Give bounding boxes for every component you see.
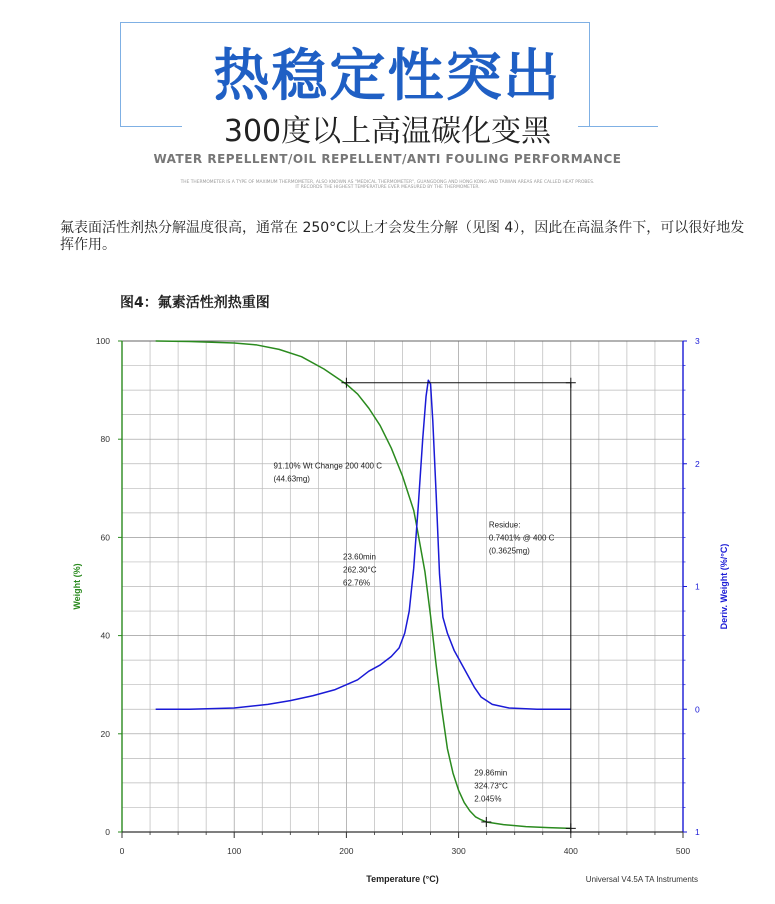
y-tick-label: 20 <box>100 728 110 739</box>
annotation-point-1: 262.30°C <box>343 565 377 575</box>
y2-tick-label: 2 <box>695 458 700 469</box>
y-tick-label: 100 <box>95 336 110 346</box>
y-tick-label: 40 <box>100 630 110 641</box>
annotation-point-2: 29.86min <box>474 768 508 778</box>
y-tick-label: 80 <box>100 434 110 445</box>
x-tick-label: 300 <box>451 846 466 856</box>
hero-title: 热稳定性突出 <box>213 44 562 109</box>
y2-tick-label: 1 <box>695 581 700 592</box>
annotation-residue: 0.7401% @ 400 C <box>488 533 555 543</box>
hero-fine-print: THE THERMOMETER IS A TYPE OF MAXIMUM THERMOMETER, ALSO KNOWN AS "MEDICAL THERMOMETER", GUANGDONG AND HONG KONG AND TAIWAN AREAS ARE CALLED HEAT PROBES. IT RECORDS THE HIGHEST TEMPERATURE EVER MEASURED BY THE THERMOMETER. <box>180 180 595 190</box>
x-tick-label: 500 <box>675 846 691 856</box>
y2-tick-label: 1 <box>695 827 700 837</box>
y2-axis-title: Deriv. Weight (%/°C) <box>719 543 729 630</box>
hero-subtitle: 300度以上高温碳化变黑 <box>223 114 552 149</box>
annotation-point-1: 23.60min <box>343 552 376 562</box>
x-tick-label: 0 <box>119 846 125 856</box>
x-tick-label: 200 <box>339 846 354 856</box>
y-tick-label: 60 <box>100 532 110 543</box>
y-axis-title: Weight (%) <box>72 563 82 610</box>
instrument-footer: Universal V4.5A TA Instruments <box>585 875 698 884</box>
annotation-point-1: 62.76% <box>343 578 371 588</box>
figure-caption: 图4：氟素活性剂热重图 <box>120 295 270 311</box>
hero-banner <box>0 0 775 200</box>
y2-tick-label: 0 <box>695 704 700 715</box>
chart-ticks <box>96 336 700 856</box>
tga-chart <box>0 325 775 895</box>
annotation-wt-change: (44.63mg) <box>273 474 310 484</box>
x-axis-title: Temperature (°C) <box>366 874 439 884</box>
x-tick-label: 100 <box>227 846 242 856</box>
annotation-point-2: 324.73°C <box>474 781 508 791</box>
chart-grid <box>122 341 683 832</box>
y2-tick-label: 3 <box>695 336 700 346</box>
annotation-wt-change: 91.10% Wt Change 200 400 C <box>273 461 382 471</box>
intro-paragraph: 氟表面活性剂热分解温度很高，通常在 250°C以上才会发生分解（见图 4），因此在高温条件下，可以很好地发挥作用。 <box>60 220 745 253</box>
annotation-point-2: 2.045% <box>474 794 502 804</box>
chart-labels <box>72 462 729 884</box>
x-tick-label: 400 <box>563 846 578 856</box>
y-tick-label: 0 <box>105 827 110 837</box>
annotation-residue: Residue: <box>488 520 521 530</box>
annotation-residue: (0.3625mg) <box>488 546 530 556</box>
hero-english-tagline: WATER REPELLENT/OIL REPELLENT/ANTI FOULING PERFORMANCE <box>153 152 622 166</box>
